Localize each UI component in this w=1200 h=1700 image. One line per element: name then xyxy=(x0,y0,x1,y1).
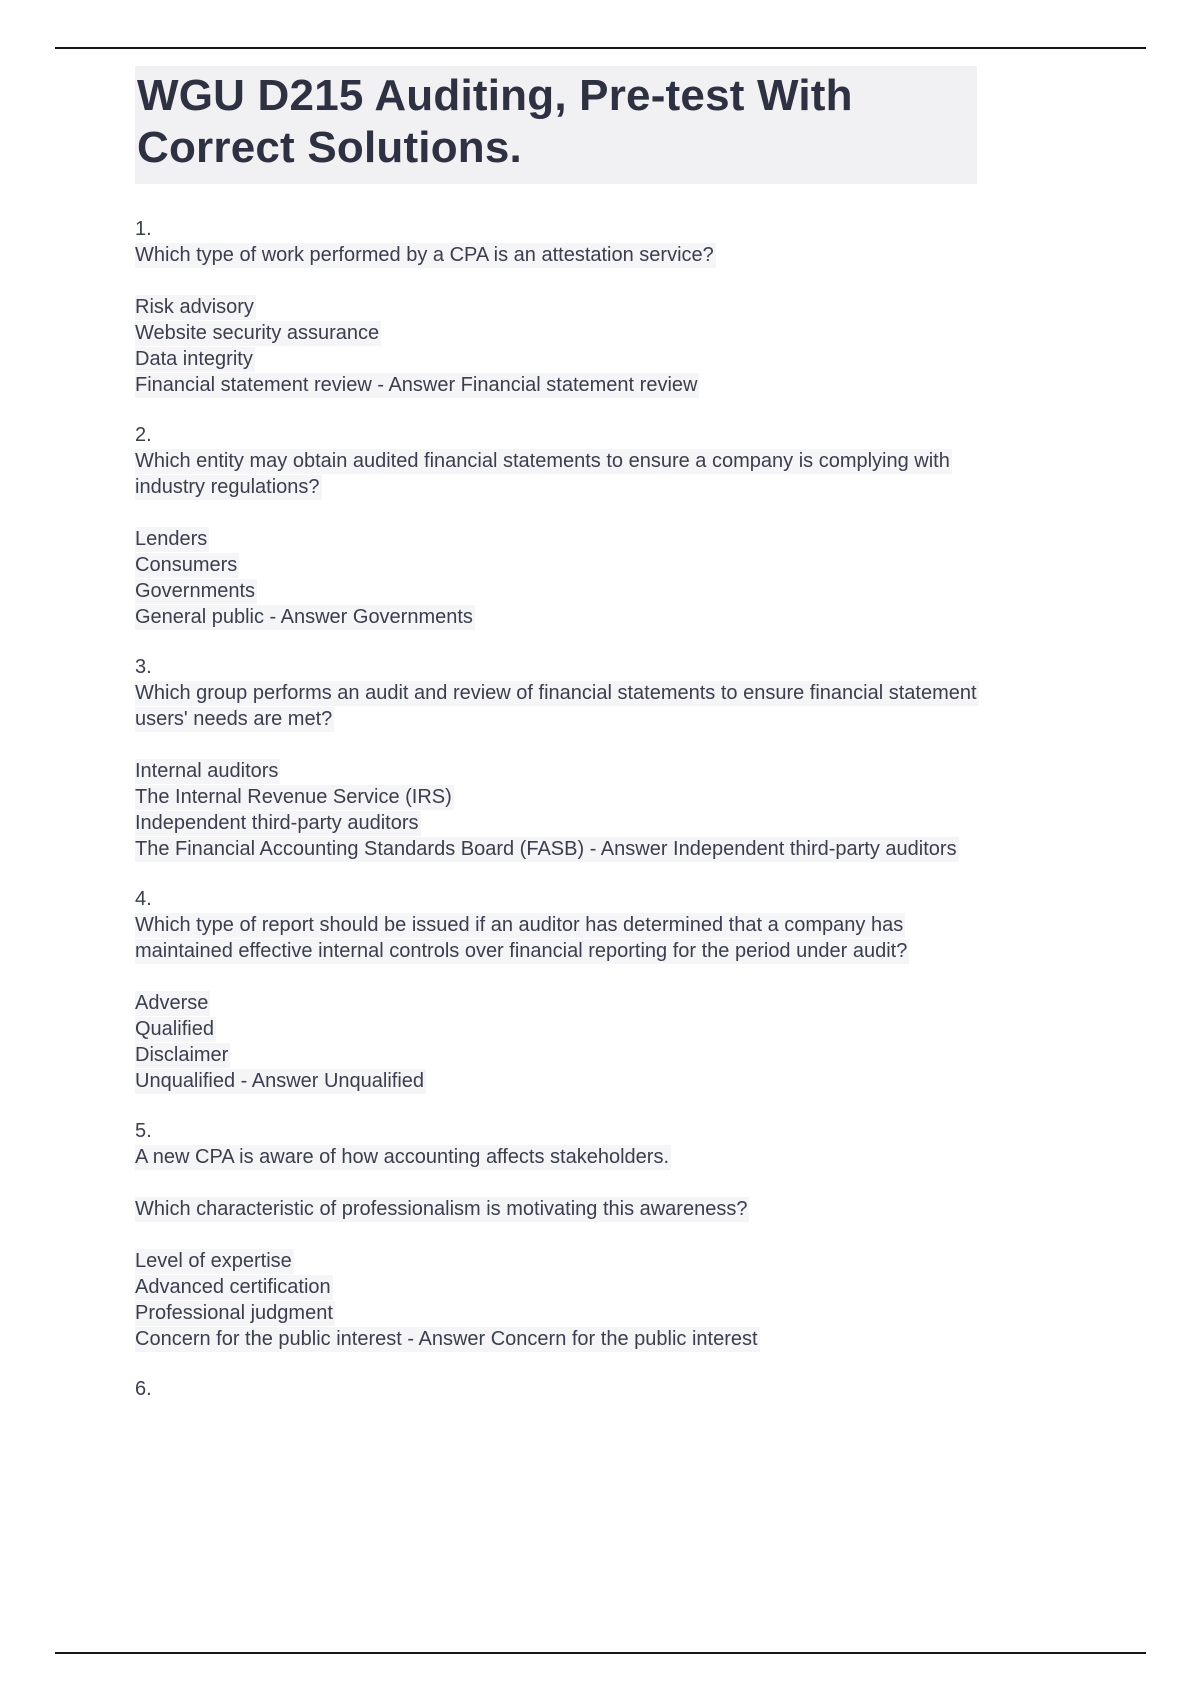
answer-option xyxy=(135,990,980,1016)
question-number-text: 1. xyxy=(135,217,152,240)
answer-option-text: Disclaimer xyxy=(135,1043,229,1066)
answer-option-text: General public - Answer Governments xyxy=(135,605,473,628)
answer-option xyxy=(135,1016,980,1042)
question-block xyxy=(135,886,980,1094)
answer-option-text: Professional judgment xyxy=(135,1301,333,1324)
answer-option-text: Risk advisory xyxy=(135,295,254,318)
answer-option xyxy=(135,1042,980,1068)
answer-option-text: The Internal Revenue Service (IRS) xyxy=(135,785,452,808)
answer-option xyxy=(135,294,980,320)
question-paragraph-text: Which type of report should be issued if an auditor has determined that a company has maintained effective internal controls over financial reporting for the period under audit? xyxy=(135,913,908,962)
page-content xyxy=(135,66,980,1426)
question-options xyxy=(135,1248,980,1352)
answer-option xyxy=(135,810,980,836)
answer-option-text: Unqualified - Answer Unqualified xyxy=(135,1069,425,1092)
page-title: WGU D215 Auditing, Pre-test With Correct Solutions. xyxy=(135,66,977,184)
answer-option-text: Governments xyxy=(135,579,256,602)
answer-option-text: Qualified xyxy=(135,1017,214,1040)
question-paragraph-text: Which entity may obtain audited financial statements to ensure a company is complying with industry regulations? xyxy=(135,449,950,498)
answer-option xyxy=(135,346,980,372)
question-number-text: 5. xyxy=(135,1119,152,1142)
question-number xyxy=(135,886,980,912)
answer-option-text: Concern for the public interest - Answer Concern for the public interest xyxy=(135,1327,758,1350)
question-number xyxy=(135,654,980,680)
question-block xyxy=(135,654,980,862)
question-text xyxy=(135,448,980,500)
answer-option xyxy=(135,604,980,630)
question-number xyxy=(135,1118,980,1144)
question-paragraph xyxy=(135,242,980,268)
question-text xyxy=(135,242,980,268)
answer-option-text: Advanced certification xyxy=(135,1275,331,1298)
answer-option xyxy=(135,320,980,346)
question-text xyxy=(135,680,980,732)
answer-option xyxy=(135,1274,980,1300)
answer-option xyxy=(135,1068,980,1094)
question-block xyxy=(135,1376,980,1402)
question-paragraph-text: Which characteristic of professionalism is motivating this awareness? xyxy=(135,1197,748,1220)
question-paragraph-text: A new CPA is aware of how accounting affects stakeholders. xyxy=(135,1145,670,1168)
answer-option-text: Level of expertise xyxy=(135,1249,292,1272)
question-paragraph xyxy=(135,448,980,500)
answer-option-text: Independent third-party auditors xyxy=(135,811,419,834)
question-options xyxy=(135,526,980,630)
question-text xyxy=(135,1144,980,1222)
question-options xyxy=(135,294,980,398)
answer-option xyxy=(135,758,980,784)
answer-option xyxy=(135,1300,980,1326)
question-block xyxy=(135,422,980,630)
question-text xyxy=(135,912,980,964)
answer-option-text: Internal auditors xyxy=(135,759,279,782)
question-paragraph xyxy=(135,1196,980,1222)
answer-option xyxy=(135,836,980,862)
question-number-text: 3. xyxy=(135,655,152,678)
questions-list xyxy=(135,216,980,1402)
answer-option-text: Lenders xyxy=(135,527,208,550)
answer-option-text: Consumers xyxy=(135,553,238,576)
answer-option-text: Data integrity xyxy=(135,347,253,370)
question-options xyxy=(135,990,980,1094)
question-paragraph xyxy=(135,912,980,964)
answer-option-text: Adverse xyxy=(135,991,209,1014)
answer-option xyxy=(135,578,980,604)
question-number xyxy=(135,1376,980,1402)
answer-option xyxy=(135,784,980,810)
answer-option-text: Financial statement review - Answer Financial statement review xyxy=(135,373,698,396)
question-paragraph-text: Which type of work performed by a CPA is an attestation service? xyxy=(135,243,714,266)
answer-option-text: The Financial Accounting Standards Board (FASB) - Answer Independent third-party auditors xyxy=(135,837,957,860)
answer-option xyxy=(135,1326,980,1352)
question-number xyxy=(135,422,980,448)
question-options xyxy=(135,758,980,862)
question-paragraph-text: Which group performs an audit and review of financial statements to ensure financial statement users' needs are met? xyxy=(135,681,977,730)
question-number xyxy=(135,216,980,242)
answer-option xyxy=(135,1248,980,1274)
answer-option-text: Website security assurance xyxy=(135,321,380,344)
question-number-text: 4. xyxy=(135,887,152,910)
question-number-text: 2. xyxy=(135,423,152,446)
question-paragraph xyxy=(135,680,980,732)
question-block xyxy=(135,216,980,398)
answer-option xyxy=(135,552,980,578)
top-divider xyxy=(55,47,1146,49)
bottom-divider xyxy=(55,1652,1146,1654)
answer-option xyxy=(135,372,980,398)
answer-option xyxy=(135,526,980,552)
question-number-text: 6. xyxy=(135,1377,152,1400)
question-paragraph xyxy=(135,1144,980,1170)
question-block xyxy=(135,1118,980,1352)
